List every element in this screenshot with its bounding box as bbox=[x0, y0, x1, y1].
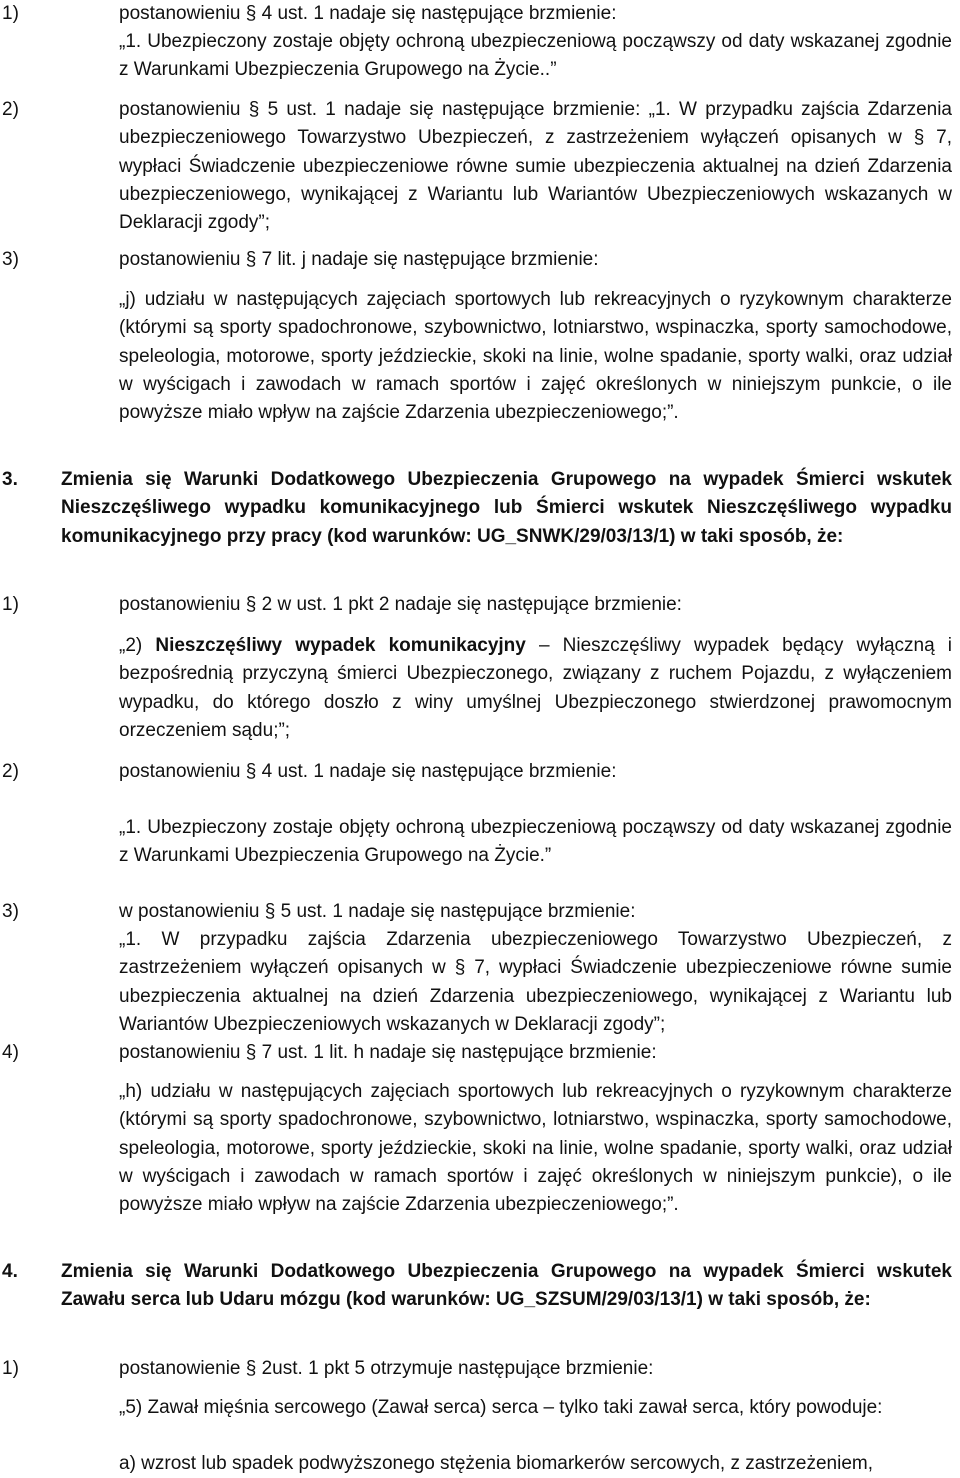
list-item-text: postanowieniu § 5 ust. 1 nadaje się następujące brzmienie: „1. W przypadku zajścia Zdarzenia ubezpieczeniowego Towarzystwo Ubezpieczeń, z zastrzeżeniem wyłączeń opisanych w § 7, wypłaci Świadczenie ubezpieczeniowe równe sumie ubezpieczenia aktualnej na dzień Zdarzenia ubezpieczeniowego, wynikającej z Wariantu lub Wariantów Ubezpieczeniowych wskazanych w Deklaracji zgody”; bbox=[119, 99, 952, 234]
text-block bbox=[0, 758, 960, 786]
list-item-text: postanowienie § 2ust. 1 pkt 5 otrzymuje następujące brzmienie: bbox=[119, 1358, 654, 1379]
quoted-text: „5) Zawał mięśnia sercowego (Zawał serca) serca – tylko taki zawał serca, który powoduje: bbox=[119, 1397, 883, 1418]
section-number: 4. bbox=[2, 1261, 18, 1282]
list-item-number: 2) bbox=[2, 761, 19, 782]
list-item bbox=[0, 1039, 960, 1067]
text-block bbox=[0, 466, 960, 551]
quoted-text: „1. W przypadku zajścia Zdarzenia ubezpieczeniowego Towarzystwo Ubezpieczeń, z zastrzeżeniem wyłączeń opisanych w § 7, wypłaci Świadczenie ubezpieczeniowe równe sumie ubezpieczenia aktualnej na dzień Zdarzenia ubezpieczeniowego, wynikającej z Wariantu lub Wariantów Ubezpieczeniowych wskazanych w Deklaracji zgody”; bbox=[119, 929, 952, 1035]
list-item-text: postanowieniu § 2 w ust. 1 pkt 2 nadaje się następujące brzmienie: bbox=[119, 594, 682, 615]
list-item-number: 1) bbox=[2, 3, 19, 24]
list-item bbox=[0, 246, 960, 274]
text-block bbox=[0, 286, 960, 427]
list-item-text: postanowieniu § 4 ust. 1 nadaje się następujące brzmienie: bbox=[119, 761, 617, 782]
definition-term: Nieszczęśliwy wypadek komunikacyjny bbox=[155, 635, 526, 656]
text-block bbox=[0, 898, 960, 926]
section-heading-text: Zmienia się Warunki Dodatkowego Ubezpieczenia Grupowego na wypadek Śmierci wskutek Nieszczęśliwego wypadku komunikacyjnego lub Śmierci wskutek Nieszczęśliwego wypadku komunikacyjnego przy pracy (kod warunków: UG_SNWK/29/03/13/1) w taki sposób, że: bbox=[61, 469, 952, 547]
list-item-number: 1) bbox=[2, 1358, 19, 1379]
list-item-text: postanowieniu § 4 ust. 1 nadaje się następujące brzmienie: bbox=[119, 3, 617, 24]
list-item-number: 3) bbox=[2, 901, 19, 922]
text-block bbox=[0, 96, 960, 237]
quoted-text: „j) udziału w następujących zajęciach sportowych lub rekreacyjnych o ryzykownym charakterze (którymi są sporty spadochronowe, szybownictwo, lotniarstwo, wspinaczka, sporty samochodowe, speleologia, motorowe, sporty jeździeckie, skoki na linie, wolne spadanie, sporty walki, oraz udział w wyścigach i zawodach w ramach sportów i zajęć określonych w niniejszym punkcie, o ile powyższe miało wpływ na zajście Zdarzenia ubezpieczeniowego;”. bbox=[119, 289, 952, 424]
list-item bbox=[0, 758, 960, 786]
section-heading bbox=[0, 466, 960, 551]
list-item-number: 1) bbox=[2, 594, 19, 615]
list-item-number: 2) bbox=[2, 99, 19, 120]
quoted-text: „h) udziału w następujących zajęciach sportowych lub rekreacyjnych o ryzykownym charakterze (którymi są sporty spadochronowe, szybownictwo, lotniarstwo, wspinaczka, sporty samochodowe, speleologia, motorowe, sporty jeździeckie, skoki na linie, wolne spadanie, sporty walki, oraz udział w wyścigach i zawodach w ramach sportów i zajęć określonych w niniejszym punkcie), o ile powyższe miało wpływ na zajście Zdarzenia ubezpieczeniowego;”. bbox=[119, 1081, 952, 1216]
list-item-text: postanowieniu § 7 ust. 1 lit. h nadaje się następujące brzmienie: bbox=[119, 1042, 657, 1063]
text-block bbox=[0, 246, 960, 274]
text-block bbox=[0, 1039, 960, 1067]
text-block bbox=[0, 0, 960, 28]
list-item-text: postanowieniu § 7 lit. j nadaje się następujące brzmienie: bbox=[119, 249, 599, 270]
definition-text: – Nieszczęśliwy wypadek będący wyłączną i bezpośrednią przyczyną śmierci Ubezpieczonego, związany z ruchem Pojazdu, z wyłączeniem wypadku, do którego doszło z winy umyślnej Ubezpieczonego stwierdzonej prawomocnym orzeczeniem sądu;”; bbox=[119, 635, 952, 741]
text-block bbox=[0, 1078, 960, 1219]
list-item-number: 4) bbox=[2, 1042, 19, 1063]
text-block bbox=[0, 814, 960, 871]
text-block bbox=[0, 591, 960, 619]
quoted-definition bbox=[0, 632, 960, 745]
text-block bbox=[0, 926, 960, 1039]
list-item bbox=[0, 96, 960, 237]
definition-number: „2) bbox=[119, 635, 156, 656]
quoted-text: a) wzrost lub spadek podwyższonego stężenia biomarkerów sercowych, z zastrzeżeniem, bbox=[119, 1453, 873, 1474]
section-heading bbox=[0, 1258, 960, 1315]
list-item-number: 3) bbox=[2, 249, 19, 270]
text-block bbox=[0, 28, 960, 85]
text-block bbox=[0, 1355, 960, 1383]
list-item-text: w postanowieniu § 5 ust. 1 nadaje się następujące brzmienie: bbox=[119, 901, 636, 922]
text-block bbox=[0, 632, 960, 745]
list-item bbox=[0, 591, 960, 619]
quoted-text: „1. Ubezpieczony zostaje objęty ochroną ubezpieczeniową począwszy od daty wskazanej zgodnie z Warunkami Ubezpieczenia Grupowego na Życie..” bbox=[119, 31, 952, 81]
text-block bbox=[0, 1394, 960, 1422]
list-item bbox=[0, 1355, 960, 1383]
list-item bbox=[0, 898, 960, 926]
quoted-text: „1. Ubezpieczony zostaje objęty ochroną ubezpieczeniową począwszy od daty wskazanej zgodnie z Warunkami Ubezpieczenia Grupowego na Życie.” bbox=[119, 817, 952, 867]
section-number: 3. bbox=[2, 469, 18, 490]
list-item bbox=[0, 0, 960, 28]
section-heading-text: Zmienia się Warunki Dodatkowego Ubezpieczenia Grupowego na wypadek Śmierci wskutek Zawału serca lub Udaru mózgu (kod warunków: UG_SZSUM/29/03/13/1) w taki sposób, że: bbox=[61, 1261, 952, 1311]
text-block bbox=[0, 1258, 960, 1315]
